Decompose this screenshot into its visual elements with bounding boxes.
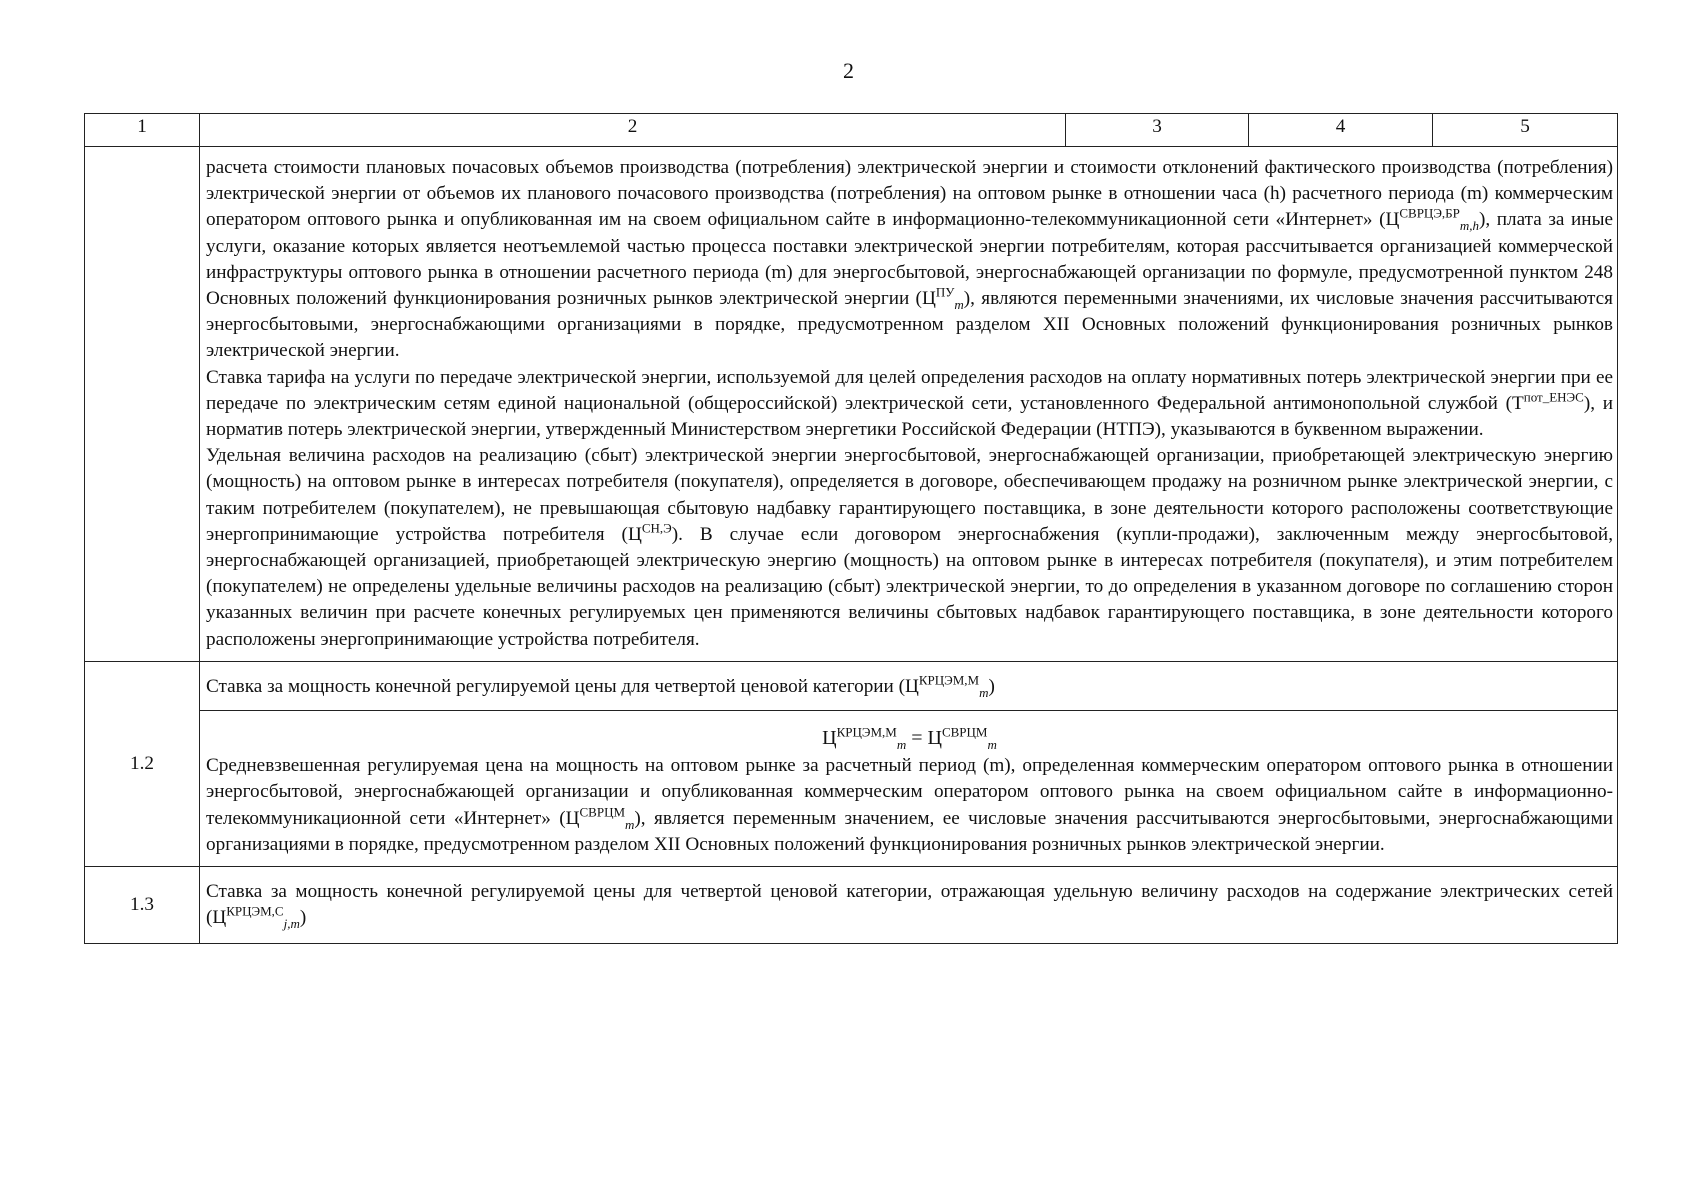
header-cell-2: 2 [200,114,1066,147]
symbol-svrcm: $Ц^{СВРЦМ}_m$ [565,804,635,832]
paragraph-loss-tariff: Ставка тарифа на услуги по передаче электрической энергии, используемой для целей определения расходов на оплату нормативных потерь электрической энергии при ее передаче по электрическим сетям единой национальной (общероссийской) электрической сети, установленного Федеральной антимонопольной службой $(Т^{пот\_ЕНЭС})$, и норматив потерь электрической энергии, утвержденный Министерством энергетики Российской Федерации (НТПЭ), указываются в буквенном выражении. [206,366,1613,441]
header-cell-1: 1 [85,114,200,147]
header-cell-5: 5 [1433,114,1618,147]
row-number-1-2: 1.2 [85,661,200,866]
table-row-1-2-body [85,711,1618,867]
symbol-sn-e: $Ц^{СН,Э}$ [627,520,672,545]
symbol-svrce-br: $Ц^{СВРЦЭ,БР}_{m,h}$ [1385,206,1479,234]
row-number-1-3: 1.3 [85,867,200,944]
row-1-3-text-cell: Ставка за мощность конечной регулируемой цены для четвертой ценовой категории, отражающая удельную величину расходов на содержание электрических сетей $(Ц^{КРЦЭМ,С}_{j,m})$ [200,867,1618,944]
tariff-table [84,113,1618,944]
row-1-2-title-cell: Ставка за мощность конечной регулируемой цены для четвертой ценовой категории $(Ц^{КРЦЭМ,М}_m)$ [200,661,1618,710]
continuation-text-cell [200,147,1618,662]
symbol-pu: $Ц^{ПУ}_m$ [921,284,964,312]
row-1-2-body-cell [200,711,1618,867]
header-cell-3: 3 [1066,114,1249,147]
table-row-1-2-title [85,661,1618,710]
table-header-row [85,114,1618,147]
paragraph-sales-markup: Удельная величина расходов на реализацию (сбыт) электрической энергии энергосбытовой, энергоснабжающей организации, приобретающей электрическую энергию (мощность) на оптовом рынке в интересах потребителя (покупателя), определяется в договоре, обеспечивающем продажу на розничном рынке электрической энергии, с таким потребителем (покупателем), не превышающая сбытовую надбавку гарантирующего поставщика, в зоне деятельности которого расположены соответствующие энергопринимающие устройства потребителя $(Ц^{СН,Э})$. В случае если договором энергоснабжения (купли-продажи), заключенным между энергосбытовой, энергоснабжающей организацией, приобретающей электрическую энергию (мощность) на оптовом рынке в интересах потребителя (покупателя), и этим потребителем (покупателем) не определены удельные величины расходов на реализацию (сбыт) электрической энергии, то до определения в указанном договоре по соглашению сторон указанных величин при расчете конечных регулируемых цен применяются величины сбытовых надбавок гарантирующего поставщика, в зоне деятельности которого расположены энергопринимающие устройства потребителя. [206,445,1613,650]
paragraph-payment-components: расчета стоимости плановых почасовых объемов производства (потребления) электрической энергии и стоимости отклонений фактического производства (потребления) электрической энергии от объемов их планового почасового производства (потребления) на оптовом рынке в отношении часа (h) расчетного периода (m) коммерческим оператором оптового рынка и опубликованная им на своем официальном сайте в информационно-телекоммуникационной сети «Интернет» $(Ц^{СВРЦЭ,БР}_{m,h})$, плата за иные услуги, оказание которых является неотъемлемой частью процесса поставки электрической энергии потребителям, которая рассчитывается организацией коммерческой инфраструктуры оптового рынка в отношении расчетного периода (m) для энергосбытовой, энергоснабжающей организации по формуле, предусмотренной пунктом 248 Основных положений функционирования розничных рынков электрической энергии $(Ц^{ПУ}_m)$, являются переменными значениями, их числовые значения рассчитываются энергосбытовыми, энергоснабжающими организациями в порядке, предусмотренном разделом XII Основных положений функционирования розничных рынков электрической энергии. [206,157,1613,362]
symbol-krcem-c: $Ц^{КРЦЭМ,С}_{j,m}$ [212,903,300,932]
header-cell-4: 4 [1249,114,1433,147]
row-number-cell-empty [85,147,200,662]
formula-krcem-m: $Ц^{КРЦЭМ,М}_m = Ц^{СВРЦМ}_m$ [822,724,997,753]
paragraph-svrcm-description: Средневзвешенная регулируемая цена на мощность на оптовом рынке за расчетный период (m), определенная коммерческим оператором оптового рынка в отношении энергосбытовой, энергоснабжающей организации и опубликованная коммерческим оператором оптового рынка на своем официальном сайте в информационно-телекоммуникационной сети «Интернет» $(Ц^{СВРЦМ}_m)$, является переменным значением, ее числовые значения рассчитываются энергосбытовыми, энергоснабжающими организациями в порядке, предусмотренном разделом XII Основных положений функционирования розничных рынков электрической энергии. [206,755,1613,855]
page-number: 2 [843,58,854,83]
table-row-1-3 [85,867,1618,944]
table-row-continuation [85,147,1618,662]
symbol-krcem-m: $Ц^{КРЦЭМ,М}_m$ [905,672,989,700]
symbol-t-pot-enes: $Т^{пот\_ЕНЭС}$ [1512,389,1584,414]
